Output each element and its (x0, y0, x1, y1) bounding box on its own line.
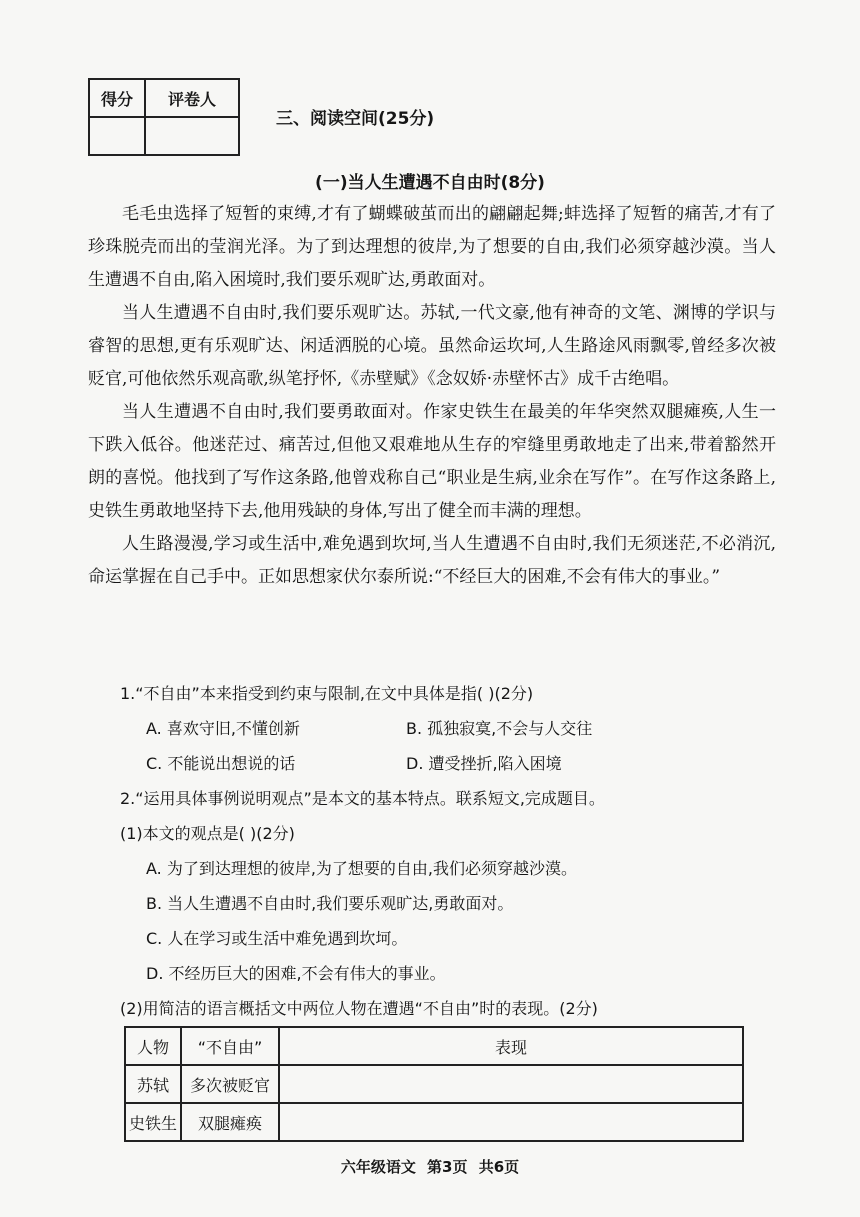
option-b[interactable]: B. 当人生遭遇不自由时,我们要乐观旷达,勇敢面对。 (146, 894, 514, 913)
table-header-row (125, 1027, 743, 1065)
option-d[interactable]: D. 不经历巨大的困难,不会有伟大的事业。 (146, 964, 446, 983)
question-2-1-stem: (1)本文的观点是( )(2分) (120, 824, 295, 843)
question-1-options-row (88, 746, 776, 781)
passage-paragraph: 人生路漫漫,学习或生活中,难免遇到坎坷,当人生遭遇不自由时,我们无须迷茫,不必消沉,命运掌握在自己手中。正如思想家伏尔泰所说:“不经巨大的困难,不会有伟大的事业。” (88, 534, 776, 587)
grader-header: 评卷人 (145, 79, 239, 117)
answer-cell[interactable] (279, 1103, 743, 1141)
option-b[interactable]: B. 孤独寂寞,不会与人交往 (406, 719, 593, 738)
score-box (88, 78, 240, 156)
passage (88, 198, 776, 594)
table-row (125, 1103, 743, 1141)
constraint-cell: 多次被贬官 (181, 1065, 279, 1103)
person-cell: 史铁生 (125, 1103, 181, 1141)
questions (88, 676, 776, 1026)
score-header: 得分 (89, 79, 145, 117)
score-cell[interactable] (89, 117, 145, 155)
section-title: 三、阅读空间(25分) (276, 109, 435, 129)
answer-table (124, 1026, 744, 1142)
table-row (125, 1065, 743, 1103)
passage-title: (一)当人生遭遇不自由时(8分) (315, 173, 545, 193)
table-header: 人物 (125, 1027, 181, 1065)
passage-paragraph: 当人生遭遇不自由时,我们要乐观旷达。苏轼,一代文豪,他有神奇的文笔、渊博的学识与睿智的思想,更有乐观旷达、闲适洒脱的心境。虽然命运坎坷,人生路途风雨飘零,曾经多次被贬官,可他依然乐观高歌,纵笔抒怀,《赤壁赋》《念奴娇·赤壁怀古》成千古绝唱。 (88, 303, 776, 389)
option-d[interactable]: D. 遭受挫折,陷入困境 (406, 754, 562, 773)
passage-paragraph: 当人生遭遇不自由时,我们要勇敢面对。作家史铁生在最美的年华突然双腿瘫痪,人生一下跌入低谷。他迷茫过、痛苦过,但他又艰难地从生存的窄缝里勇敢地走了出来,带着豁然开朗的喜悦。他找到了写作这条路,他曾戏称自己“职业是生病,业余在写作”。在写作这条路上,史铁生勇敢地坚持下去,他用残缺的身体,写出了健全而丰满的理想。 (88, 402, 776, 521)
question-1-stem: 1.“不自由”本来指受到约束与限制,在文中具体是指( )(2分) (120, 684, 534, 703)
question-1-options-row (88, 711, 776, 746)
passage-paragraph: 毛毛虫选择了短暂的束缚,才有了蝴蝶破茧而出的翩翩起舞;蚌选择了短暂的痛苦,才有了珍珠脱壳而出的莹润光泽。为了到达理想的彼岸,为了想要的自由,我们必须穿越沙漠。当人生遭遇不自由,陷入困境时,我们要乐观旷达,勇敢面对。 (88, 204, 776, 290)
question-2-2-stem: (2)用简洁的语言概括文中两位人物在遭遇“不自由”时的表现。(2分) (120, 999, 598, 1018)
table-header: 表现 (279, 1027, 743, 1065)
grader-cell[interactable] (145, 117, 239, 155)
option-a[interactable]: A. 为了到达理想的彼岸,为了想要的自由,我们必须穿越沙漠。 (146, 859, 578, 878)
table-header: “不自由” (181, 1027, 279, 1065)
answer-cell[interactable] (279, 1065, 743, 1103)
option-a[interactable]: A. 喜欢守旧,不懂创新 (146, 719, 300, 738)
option-c[interactable]: C. 人在学习或生活中难免遇到坎坷。 (146, 929, 408, 948)
question-2-stem: 2.“运用具体事例说明观点”是本文的基本特点。联系短文,完成题目。 (120, 789, 605, 808)
person-cell: 苏轼 (125, 1065, 181, 1103)
constraint-cell: 双腿瘫痪 (181, 1103, 279, 1141)
page-footer: 六年级语文 第3页 共6页 (340, 1158, 520, 1176)
option-c[interactable]: C. 不能说出想说的话 (146, 754, 296, 773)
